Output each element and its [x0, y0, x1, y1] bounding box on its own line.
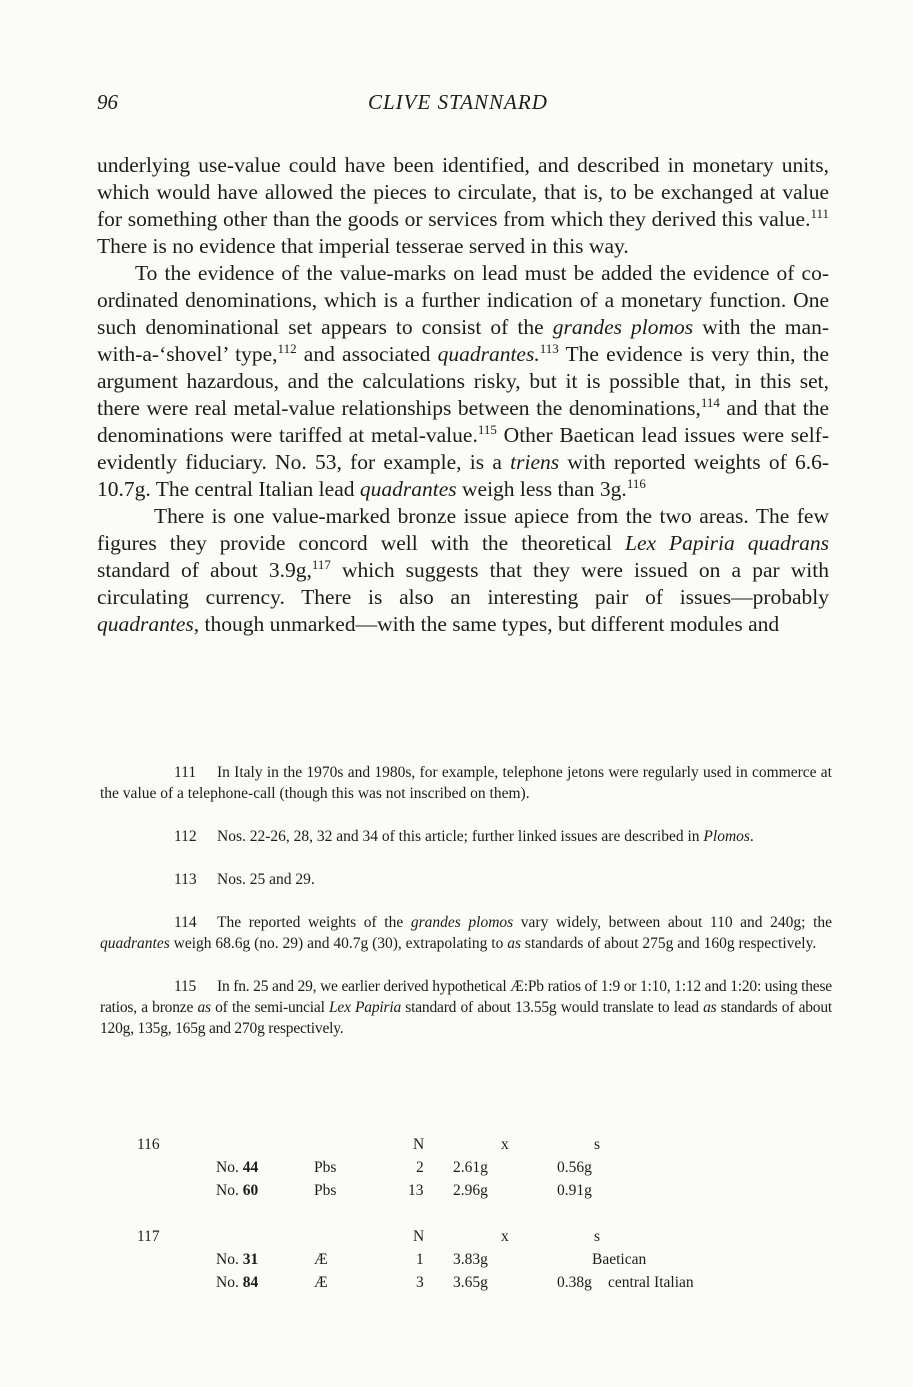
footnote-ref-113[interactable]: 113 — [539, 341, 559, 356]
running-title: CLIVE STANNARD — [368, 90, 548, 114]
footnote-117-table — [0, 1225, 913, 1295]
italic-term: Plomos — [703, 828, 750, 845]
italic-term: grandes plomos — [552, 315, 694, 339]
table-cell-n: 13 — [408, 1182, 424, 1199]
text: To the evidence of the value-marks on lead must be added the evidence of co-ordinated denominations, which is a further indication of a monetary function. One such denominational set appears to consist of the — [97, 261, 829, 339]
text: underlying use-value could have been identified, and described in monetary units, which would have allowed the pieces to circulate, that is, to be exchanged at value for something other than the goods or services from which they derived this value. — [97, 153, 829, 231]
table-cell-n: 3 — [416, 1274, 424, 1291]
footnote-text: standards of about 275g and 160g respectively. — [521, 935, 817, 952]
italic-term: quadrantes — [97, 612, 194, 636]
text: There is one value-marked bronze issue apiece from the two areas. The few figures they provide concord well with the theoretical — [97, 504, 829, 555]
footnote-text: of the semi-uncial — [210, 999, 329, 1016]
italic-term: triens — [510, 450, 560, 474]
table-cell-note: central Italian — [608, 1274, 694, 1291]
footnote-ref-115[interactable]: 115 — [477, 422, 497, 437]
table-cell-metal: Æ — [314, 1274, 328, 1291]
footnote-ref-111[interactable]: 111 — [810, 206, 829, 221]
italic-term: quadrantes. — [437, 342, 540, 366]
footnote-number: 113 — [174, 871, 197, 888]
item-number: 84 — [242, 1274, 259, 1291]
column-header-s: s — [594, 1136, 601, 1153]
footnote-text: vary widely, between about 110 and 240g; the — [513, 914, 833, 931]
italic-term: grandes plomos — [410, 914, 514, 931]
column-header-n: N — [413, 1228, 425, 1245]
footnote-text: . — [749, 828, 754, 845]
text: and associated — [296, 342, 438, 366]
column-header-x: x — [501, 1136, 509, 1153]
italic-term: Lex Papiria quadrans — [624, 531, 829, 555]
text: The evidence is very thin, the argument hazardous, and the calculations risky, but it is possible that, in this set, there were real metal-value relationships between the denominations, — [97, 342, 829, 420]
footnote-text: standards of about 120g, 135g, 165g and 270g respectively. — [100, 999, 833, 1037]
footnote-text: Nos. 22-26, 28, 32 and 34 of this article; further linked issues are described in — [217, 828, 704, 845]
text: No. — [216, 1274, 243, 1291]
italic-term: quadrantes — [359, 477, 457, 501]
italic-term: as — [197, 999, 211, 1016]
italic-term: Lex Papiria — [328, 999, 402, 1016]
footnote-111 — [100, 762, 832, 804]
text: weigh less than 3g. — [456, 477, 627, 501]
text: standard of about 3.9g, — [97, 558, 312, 582]
italic-term: as — [507, 935, 522, 952]
page-number: 96 — [97, 90, 118, 114]
footnote-ref-117[interactable]: 117 — [311, 557, 331, 572]
table-cell-s: 0.38g — [557, 1274, 592, 1291]
table-cell-x: 2.96g — [453, 1182, 488, 1199]
footnote-number: 111 — [174, 764, 197, 781]
footnote-115 — [100, 976, 832, 1039]
footnote-number: 116 — [137, 1136, 160, 1153]
footnote-number: 115 — [174, 978, 197, 995]
text: No. — [216, 1251, 243, 1268]
text: No. — [216, 1182, 243, 1199]
column-header-x: x — [501, 1228, 509, 1245]
text: which suggests that they were issued on a par with circulating currency. There is also an interesting pair of issues—probably — [97, 558, 830, 609]
table-row-label — [216, 1179, 258, 1202]
table-cell-metal: Pbs — [314, 1182, 337, 1199]
text: No. — [216, 1159, 243, 1176]
table-cell-n: 1 — [416, 1251, 424, 1268]
paragraph-2 — [97, 260, 829, 503]
text: and that the denominations were tariffed at metal-value. — [97, 396, 829, 447]
table-row-label — [216, 1248, 258, 1271]
text: , though unmarked—with the same types, but different modules and — [193, 612, 780, 636]
table-cell-x: 3.65g — [453, 1274, 488, 1291]
table-cell-metal: Pbs — [314, 1159, 337, 1176]
italic-term: as — [703, 999, 717, 1016]
item-number: 60 — [242, 1182, 259, 1199]
footnote-number: 112 — [174, 828, 197, 845]
column-header-s: s — [594, 1228, 601, 1245]
table-cell-metal: Æ — [314, 1251, 328, 1268]
footnote-text: Nos. 25 and 29. — [217, 871, 315, 888]
footnote-113 — [100, 869, 832, 890]
footnote-112 — [100, 826, 832, 847]
paragraph-3 — [97, 503, 829, 638]
footnote-number: 117 — [137, 1228, 160, 1245]
footnote-text: In Italy in the 1970s and 1980s, for example, telephone jetons were regularly used in commerce at the value of a telephone-call (though this was not inscribed on them). — [100, 764, 832, 802]
text: with reported weights of 6.6-10.7g. The central Italian lead — [97, 450, 829, 501]
footnote-ref-112[interactable]: 112 — [277, 341, 297, 356]
footnote-116-table — [0, 1133, 913, 1203]
footnote-text: In fn. 25 and 29, we earlier derived hypothetical Æ:Pb ratios of 1:9 or 1:10, 1:12 and 1:20: using these ratios, a bronze — [100, 978, 832, 1016]
table-row-label — [216, 1271, 258, 1294]
footnote-text: weigh 68.6g (no. 29) and 40.7g (30), extrapolating to — [169, 935, 508, 952]
item-number: 44 — [242, 1159, 259, 1176]
footnote-text: standard of about 13.55g would translate to lead — [401, 999, 704, 1016]
table-cell-x: 2.61g — [453, 1159, 488, 1176]
table-cell-s: 0.56g — [557, 1159, 592, 1176]
italic-term: quadrantes — [100, 935, 170, 952]
text: There is no evidence that imperial tesserae served in this way. — [97, 234, 629, 258]
footnote-ref-116[interactable]: 116 — [626, 476, 646, 491]
table-cell-x: 3.83g — [453, 1251, 488, 1268]
table-row-label — [216, 1156, 258, 1179]
table-cell-n: 2 — [416, 1159, 424, 1176]
main-text — [97, 152, 829, 638]
table-cell-note: Baetican — [592, 1251, 647, 1268]
footnotes — [100, 762, 832, 1039]
item-number: 31 — [242, 1251, 259, 1268]
table-cell-s: 0.91g — [557, 1182, 592, 1199]
text: with the man-with-a-‘shovel’ type, — [97, 315, 829, 366]
footnote-114 — [100, 912, 832, 954]
column-header-n: N — [413, 1136, 425, 1153]
footnote-text: The reported weights of the — [217, 914, 411, 931]
footnote-ref-114[interactable]: 114 — [700, 395, 720, 410]
paragraph-1 — [97, 152, 829, 260]
footnote-number: 114 — [174, 914, 197, 931]
text: Other Baetican lead issues were self-evidently fiduciary. No. 53, for example, is a — [97, 423, 829, 474]
